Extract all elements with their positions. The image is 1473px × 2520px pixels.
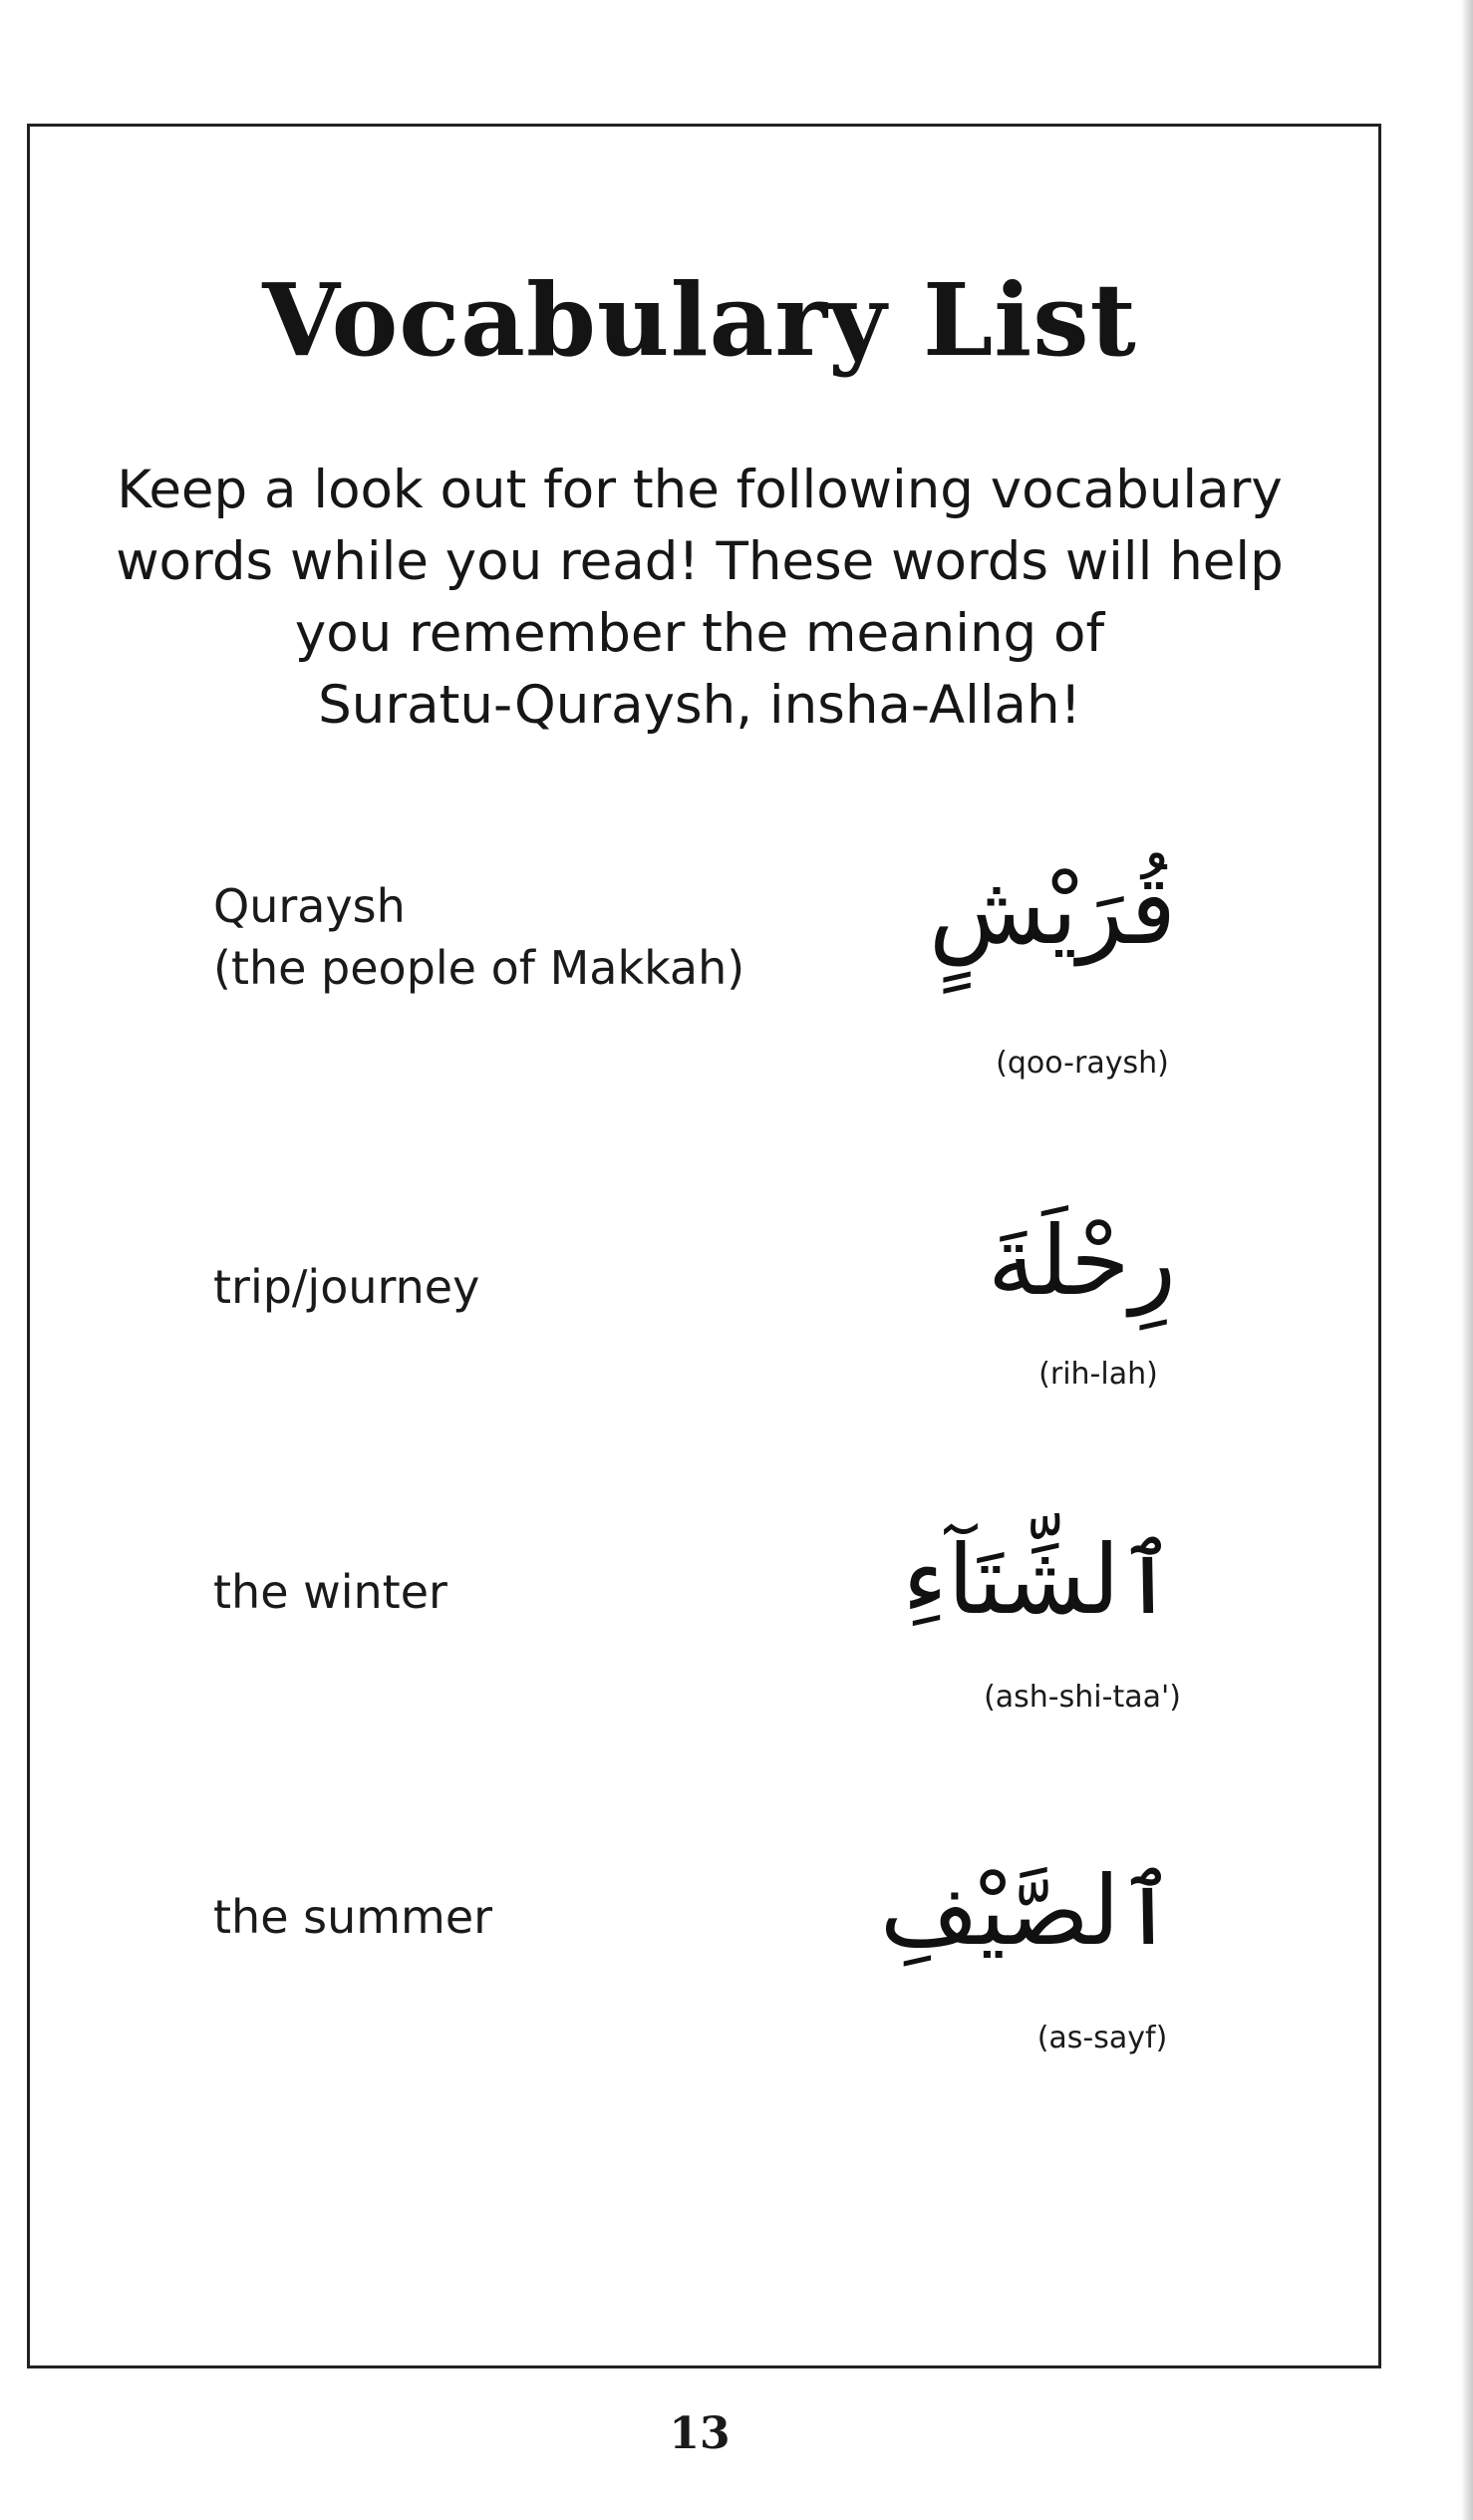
vocab-arabic-assayf: ٱلصَّيْفِ bbox=[879, 1855, 1176, 1967]
vocab-term-line: (the people of Makkah) bbox=[213, 941, 745, 995]
vocab-transliteration-assayf: (as-sayf) bbox=[1036, 2021, 1168, 2055]
vocab-term-line: Quraysh bbox=[213, 879, 406, 933]
vocab-term-line: the summer bbox=[213, 1890, 493, 1944]
intro-line: words while you read! These words will help bbox=[116, 531, 1284, 592]
vocab-term-trip bbox=[213, 1256, 479, 1318]
intro-line: you remember the meaning of bbox=[294, 603, 1105, 664]
vocab-arabic-ashshitaa: ٱلشِّتَآءِ bbox=[902, 1524, 1176, 1636]
intro-line: Suratu-Quraysh, insha-Allah! bbox=[318, 675, 1081, 736]
vocab-term-quraysh bbox=[213, 875, 744, 999]
intro-paragraph bbox=[40, 455, 1359, 742]
page-number: 13 bbox=[669, 2408, 731, 2459]
vocab-term-line: the winter bbox=[213, 1565, 447, 1619]
vocab-arabic-quraysh: قُرَيْشٍ bbox=[929, 854, 1176, 966]
vocab-transliteration-ashshitaa: (ash-shi-taa') bbox=[984, 1680, 1181, 1715]
page-edge-shadow bbox=[1461, 0, 1473, 2520]
vocab-term-line: trip/journey bbox=[213, 1260, 480, 1314]
vocab-transliteration-quraysh: (qoo-raysh) bbox=[996, 1046, 1169, 1081]
intro-line: Keep a look out for the following vocabulary bbox=[117, 460, 1283, 520]
vocab-arabic-rihlah: رِحْلَةَ bbox=[988, 1205, 1176, 1317]
vocab-term-summer bbox=[213, 1886, 492, 1948]
page-title: Vocabulary List bbox=[262, 261, 1137, 379]
vocab-term-winter bbox=[213, 1561, 447, 1623]
vocab-transliteration-rihlah: (rih-lah) bbox=[1038, 1357, 1158, 1392]
